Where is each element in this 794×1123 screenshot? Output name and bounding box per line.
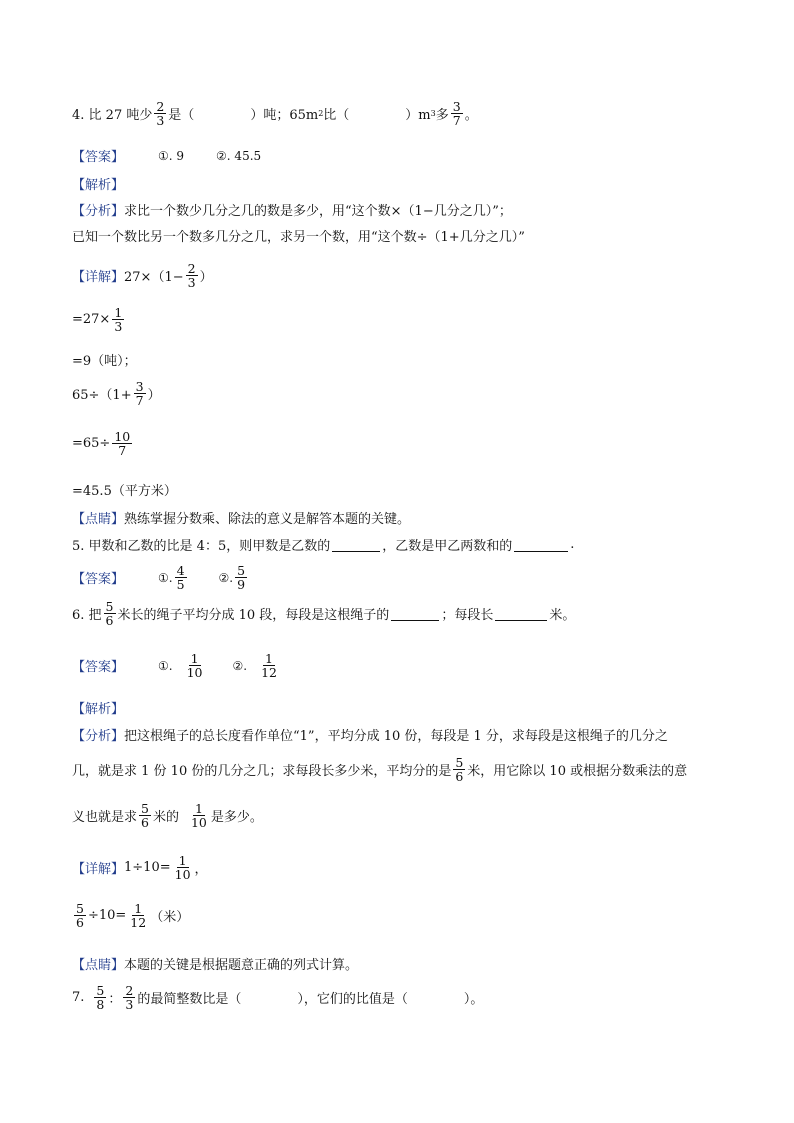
fraction: $\frac{4}{5}$ [176,563,185,593]
question-5: 5. 甲数和乙数的比是 4：5，则甲数是乙数的 ，乙数是甲乙两数和的 . [72,537,575,554]
q6-analysis-2: 几，就是求 1 份 10 份的几分之几；求每段长多少米，平均分的是 $\frac{5}{6}$ 米，用它除以 10 或根据分数乘法的意 [72,755,688,785]
fraction: $\frac{5}{6}$ [455,755,464,785]
fraction: $\frac{5}{6}$ [76,901,84,931]
fraction: $\frac{10}{7}$ [114,429,131,459]
q6-jiexi: 【解析】 [72,702,125,717]
question-4: 4. 比 27 吨少 $\frac{2}{3}$ 是（ ）吨；65m 2 比（ ）m 3 多 $\frac{3}{7}$ 。 [72,99,478,129]
q5-answer: 【答案】 ①. $\frac{4}{5}$ ②. $\frac{5}{9}$ [72,563,246,593]
q6-detail-1: 【详解】 1÷10= $\frac{1}{10}$ ， [72,853,208,883]
q4-answer: 【答案】 ①. 9 ②. 45.5 [72,146,261,165]
fraction: $\frac{5}{8}$ [96,983,105,1013]
q4-analysis-2: 已知一个数比另一个数多几分之几，求另一个数，用“这个数÷（1+几分之几）” [72,230,525,245]
fraction: $\frac{1}{10}$ [186,651,203,681]
q4-jiexi: 【解析】 [72,178,125,193]
fraction: $\frac{2}{3}$ [187,261,196,291]
fraction: $\frac{1}{3}$ [114,305,123,335]
fraction: $\frac{3}{7}$ [135,379,144,409]
q4-detail-3: =9（吨）； [72,354,137,369]
q6-detail-2: $\frac{5}{6}$ ÷10= $\frac{1}{12}$ （米） [76,901,190,931]
fraction: $\frac{1}{10}$ [190,801,207,831]
answer-tag: 【答案】 [72,150,125,165]
fraction: $\frac{2}{3}$ [156,99,165,129]
q6-analysis-3: 义也就是求 $\frac{5}{6}$ 米的 $\frac{1}{10}$ 是多少。 [72,801,263,831]
q6-analysis-1: 【分析】 把这根绳子的总长度看作单位“1”，平均分成 10 份，每段是 1 分，求每段是这根绳子的几分之 [72,729,668,744]
fraction: $\frac{3}{7}$ [452,99,461,129]
fraction: $\frac{5}{6}$ [105,599,114,629]
q4-analysis-1: 【分析】 求比一个数少几分之几的数是多少，用“这个数×（1−几分之几）”； [72,204,512,219]
fraction: $\frac{1}{12}$ [130,901,147,931]
fraction: $\frac{2}{3}$ [125,983,134,1013]
q4-detail-2: =27× $\frac{1}{3}$ [72,305,123,335]
fraction: $\frac{5}{6}$ [141,801,149,831]
q6-answer: 【答案】 ①. $\frac{1}{10}$ ②. $\frac{1}{12}$ [72,651,277,681]
q4-detail-6: =45.5（平方米） [72,484,177,499]
fraction: $\frac{1}{10}$ [174,853,191,883]
fraction: $\frac{1}{12}$ [261,651,277,681]
q4-detail-4: 65÷（1+ $\frac{3}{7}$ ） [72,379,161,409]
q4-detail-5: =65÷ $\frac{10}{7}$ [72,429,131,459]
fraction: $\frac{5}{9}$ [237,563,246,593]
q4-detail-1: 【详解】 27×（1− $\frac{2}{3}$ ） [72,261,213,291]
q6-dianjing: 【点睛】 本题的关键是根据题意正确的列式计算。 [72,958,359,973]
q4-dianjing: 【点睛】 熟练掌握分数乘、除法的意义是解答本题的关键。 [72,512,411,527]
q4-prefix: 4. 比 27 吨少 [72,108,153,124]
question-6: 6. 把 $\frac{5}{6}$ 米长的绳子平均分成 10 段，每段是这根绳子的 ；每段长 米。 [72,599,576,629]
question-7: 7. $\frac{5}{8}$ ： $\frac{2}{3}$ 的最简整数比是（ ），它们的比值是（ ）。 [72,983,484,1013]
